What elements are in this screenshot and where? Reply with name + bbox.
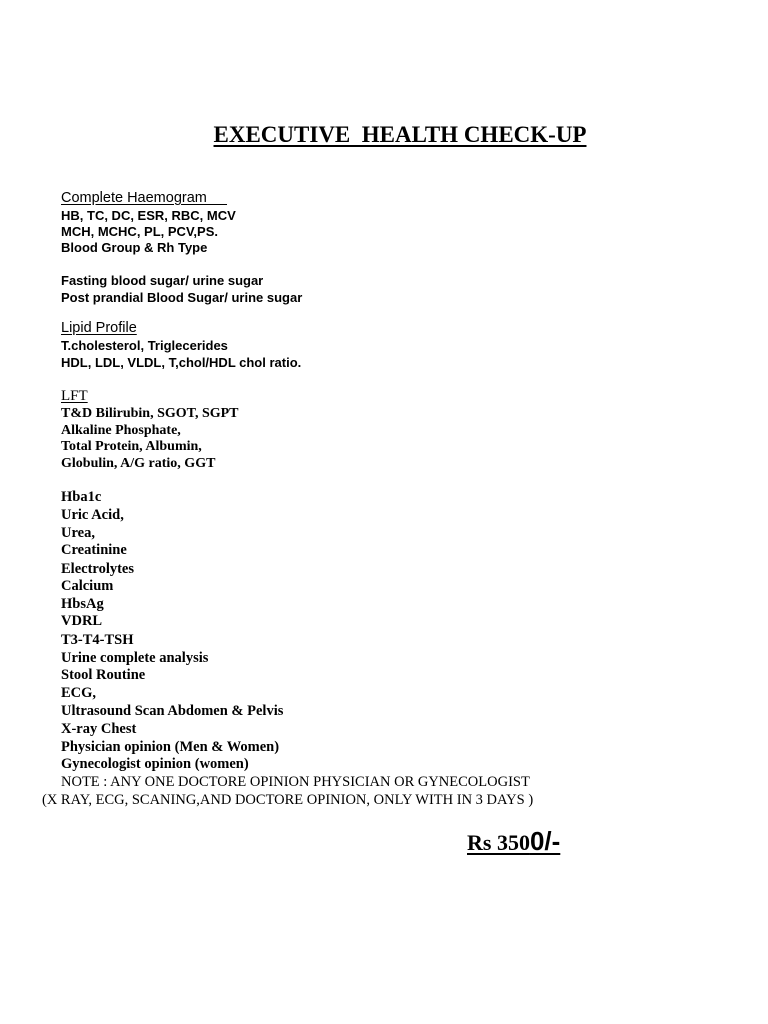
lft-line: T&D Bilirubin, SGOT, SGPT bbox=[61, 406, 239, 421]
sugar-line: Post prandial Blood Sugar/ urine sugar bbox=[61, 290, 303, 305]
test-item: ECG, bbox=[61, 685, 97, 701]
note-line-1: NOTE : ANY ONE DOCTORE OPINION PHYSICIAN OR GYNECOLOGIST bbox=[61, 774, 530, 790]
price-suffix: 0/- bbox=[529, 826, 561, 856]
haemogram-heading: Complete Haemogram bbox=[61, 190, 228, 206]
test-item: Urea, bbox=[61, 525, 95, 541]
price-amount: Rs 350 bbox=[467, 830, 530, 855]
note-line-2: (X RAY, ECG, SCANING,AND DOCTORE OPINION, ONLY WITH IN 3 DAYS ) bbox=[42, 792, 534, 808]
haemogram-line: MCH, MCHC, PL, PCV,PS. bbox=[61, 224, 218, 239]
test-item: Electrolytes bbox=[61, 561, 135, 577]
test-item: VDRL bbox=[61, 613, 103, 629]
test-item: HbsAg bbox=[61, 596, 104, 612]
lipid-line: HDL, LDL, VLDL, T,chol/HDL chol ratio. bbox=[61, 355, 302, 370]
lipid-line: T.cholesterol, Triglecerides bbox=[61, 338, 228, 353]
price bbox=[467, 826, 560, 857]
test-item: Uric Acid, bbox=[61, 507, 124, 523]
test-item: Gynecologist opinion (women) bbox=[61, 756, 249, 772]
test-item: Stool Routine bbox=[61, 667, 146, 683]
test-item: Ultrasound Scan Abdomen & Pelvis bbox=[61, 703, 284, 719]
lft-line: Total Protein, Albumin, bbox=[61, 439, 202, 454]
test-item: Physician opinion (Men & Women) bbox=[61, 739, 280, 755]
lft-line: Globulin, A/G ratio, GGT bbox=[61, 456, 216, 471]
test-item: T3-T4-TSH bbox=[61, 632, 134, 648]
test-item: Urine complete analysis bbox=[61, 650, 209, 666]
test-item: Creatinine bbox=[61, 542, 127, 558]
test-item: Calcium bbox=[61, 578, 114, 594]
lft-heading: LFT bbox=[61, 388, 88, 404]
haemogram-line: HB, TC, DC, ESR, RBC, MCV bbox=[61, 208, 236, 223]
test-item: Hba1c bbox=[61, 489, 102, 505]
sugar-line: Fasting blood sugar/ urine sugar bbox=[61, 273, 264, 288]
haemogram-line: Blood Group & Rh Type bbox=[61, 240, 208, 255]
test-item: X-ray Chest bbox=[61, 721, 137, 737]
lipid-heading: Lipid Profile bbox=[61, 320, 137, 336]
page-title: EXECUTIVE HEALTH CHECK-UP bbox=[213, 122, 587, 147]
lft-line: Alkaline Phosphate, bbox=[61, 423, 181, 438]
